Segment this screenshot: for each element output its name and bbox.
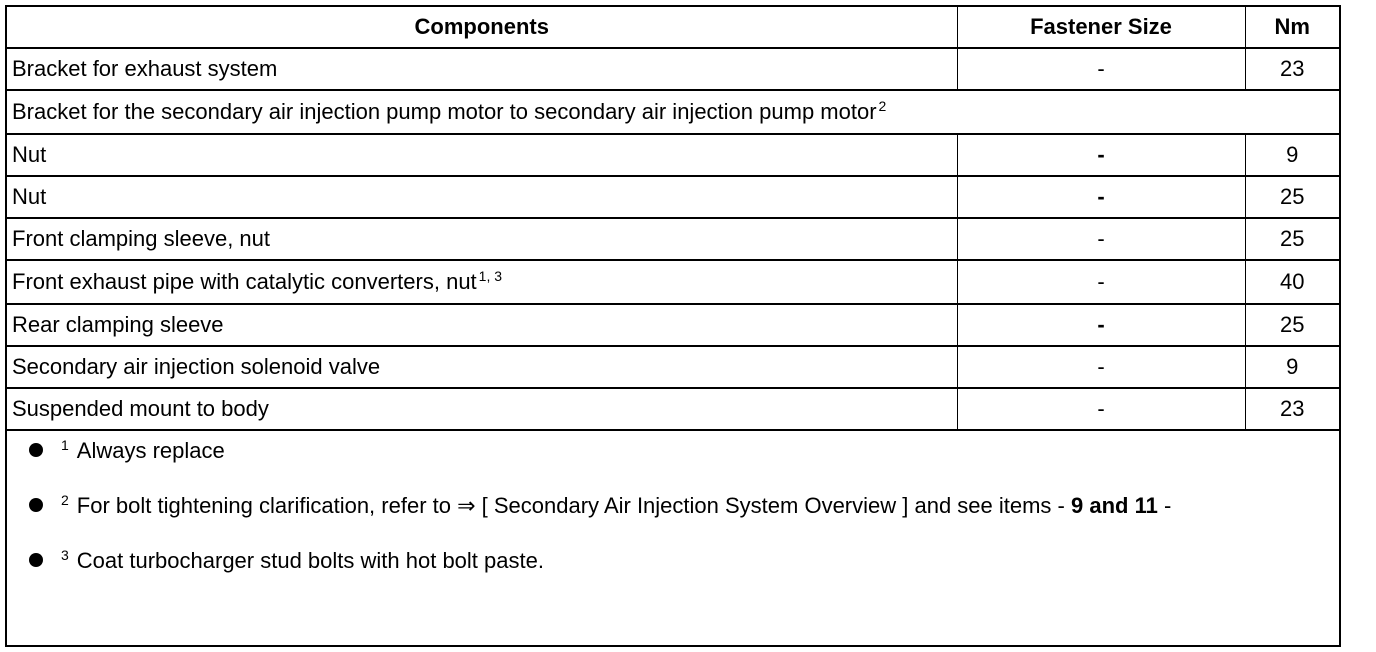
- torque-spec-table: [7, 7, 1339, 431]
- footnote-text-bold: 9 and 11: [1071, 493, 1158, 518]
- component-text: Bracket for the secondary air injection pump motor to secondary air injection pump motor: [12, 99, 877, 124]
- header-fastener-size: Fastener Size: [957, 7, 1245, 48]
- footnote-item: [29, 547, 544, 575]
- footnote-text: Always replace: [76, 438, 225, 463]
- fastener-cell: -: [957, 134, 1245, 176]
- fastener-cell: -: [957, 176, 1245, 218]
- nm-cell: 23: [1245, 48, 1339, 90]
- table-row: [7, 134, 1339, 176]
- footnote-number: 2: [61, 492, 69, 508]
- table-header-row: [7, 7, 1339, 48]
- bullet-icon: [29, 553, 43, 567]
- component-cell: Bracket for exhaust system: [7, 48, 957, 90]
- nm-cell: 25: [1245, 176, 1339, 218]
- fastener-cell: -: [957, 48, 1245, 90]
- footnote-item: [29, 437, 225, 465]
- footnote-item: [29, 492, 1171, 520]
- table-row: [7, 346, 1339, 388]
- footnote-text-end: -: [1157, 493, 1172, 518]
- nm-cell: 25: [1245, 218, 1339, 260]
- table-row: [7, 176, 1339, 218]
- component-cell-span: [7, 90, 1339, 134]
- table-row: [7, 48, 1339, 90]
- bullet-icon: [29, 443, 43, 457]
- nm-cell: 9: [1245, 346, 1339, 388]
- table-row: [7, 90, 1339, 134]
- footnote-number: 1: [61, 437, 69, 453]
- fastener-cell: -: [957, 304, 1245, 346]
- nm-cell: 23: [1245, 388, 1339, 430]
- table-row: [7, 304, 1339, 346]
- bullet-icon: [29, 498, 43, 512]
- header-nm: Nm: [1245, 7, 1339, 48]
- table-row: [7, 388, 1339, 430]
- nm-cell: 25: [1245, 304, 1339, 346]
- component-cell: Front clamping sleeve, nut: [7, 218, 957, 260]
- component-text: Front exhaust pipe with catalytic converters, nut: [12, 269, 477, 294]
- fastener-cell: -: [957, 218, 1245, 260]
- component-cell: [7, 260, 957, 304]
- nm-cell: 9: [1245, 134, 1339, 176]
- footnote-text: Coat turbocharger stud bolts with hot bolt paste.: [76, 548, 544, 573]
- component-cell: Suspended mount to body: [7, 388, 957, 430]
- header-components: Components: [7, 7, 957, 48]
- component-cell: Rear clamping sleeve: [7, 304, 957, 346]
- table-row: [7, 218, 1339, 260]
- footnote-ref: 2: [878, 98, 887, 114]
- component-cell: Secondary air injection solenoid valve: [7, 346, 957, 388]
- table-row: [7, 260, 1339, 304]
- nm-cell: 40: [1245, 260, 1339, 304]
- spec-table-frame: [5, 5, 1341, 647]
- footnote-text-link[interactable]: For bolt tightening clarification, refer to ⇒ [ Secondary Air Injection System Overview ] and see items -: [76, 493, 1071, 518]
- fastener-cell: -: [957, 260, 1245, 304]
- component-cell: Nut: [7, 134, 957, 176]
- component-cell: Nut: [7, 176, 957, 218]
- footnote-number: 3: [61, 547, 69, 563]
- footnote-ref: 1, 3: [478, 268, 503, 284]
- fastener-cell: -: [957, 388, 1245, 430]
- fastener-cell: -: [957, 346, 1245, 388]
